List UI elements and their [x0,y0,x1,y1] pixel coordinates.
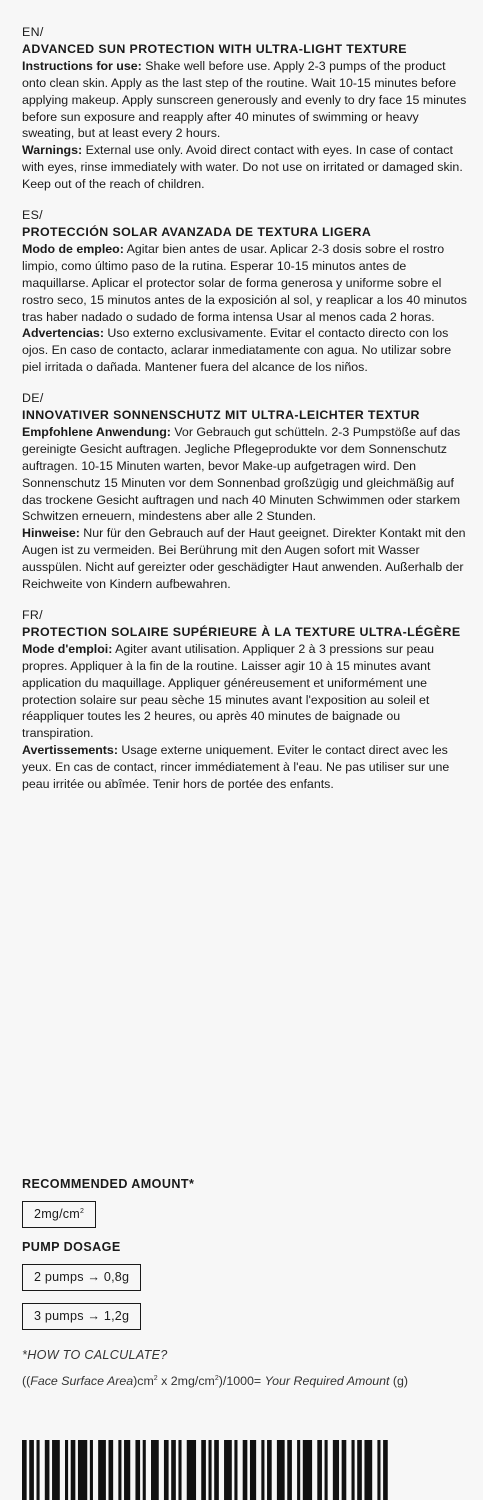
instructions-text: Shake well before use. Apply 2-3 pumps of the product onto clean skin. Apply as the last step of the routine. Wait 10-15 minutes before applying makeup. Apply sunscreen generously and evenly to dry face 15 minutes before sun exposure and reapply after 40 minutes of swimming or heavy sweating, but at least every 2 hours. [22,58,467,141]
instructions-label: Instructions for use: [22,58,142,73]
formula-mid3: )/1000= [218,1374,265,1388]
warnings-label: Warnings: [22,143,83,158]
pump-dosage-box-2: 2 pumps → 0,8g [22,1264,141,1291]
formula-unit: (g) [389,1374,409,1388]
how-to-calculate-title: *HOW TO CALCULATE? [22,1348,168,1362]
warnings-paragraph [22,142,467,193]
warnings-text: External use only. Avoid direct contact with eyes. In case of contact with eyes, rinse immediately with water. Do not use on irritated or damaged skin. Keep out of the reach of children. [22,143,463,192]
barcode-bar [37,1440,40,1500]
barcode-bar [224,1440,232,1500]
barcode-bar [45,1440,50,1500]
barcode-bar [333,1440,339,1500]
instructions-text: Vor Gebrauch gut schütteln. 2-3 Pumpstöße auf das gereinigte Gesicht auftragen. Jegliche Pflegeprodukte vor dem Sonnenschutz auftragen. 10-15 Minuten warten, bevor Make-up aufgetragen wird. Den Sonnenschutz 15 Minuten vor dem Sonnenbad großzügig und gleichmäßig auf das trockene Gesicht auftragen und nach 40 Minuten Schwimmen oder starkem Schwitzen erneuern, mindestens aber alle 2 Stunden. [22,424,461,524]
barcode-bar [164,1440,169,1500]
barcode-bar [267,1440,272,1500]
section-en [22,24,467,193]
language-code: FR/ [22,608,43,622]
section-headline: INNOVATIVER SONNENSCHUTZ MIT ULTRA-LEICHTER TEXTUR [22,408,420,423]
pump-dosage-row-2 [22,1264,467,1291]
barcode-bar [178,1440,181,1500]
formula-mid1: )cm [133,1374,154,1388]
barcode-bar [357,1440,362,1500]
warnings-text: Usage externe uniquement. Eviter le contact direct avec les yeux. En cas de contact, rincer immédiatement à l'eau. Ne pas utiliser sur une peau irritée ou abîmée. Tenir hors de portée des enfants. [22,743,450,792]
instructions-label: Mode d'emploi: [22,641,113,656]
pump-dosage-title: PUMP DOSAGE [22,1240,121,1254]
barcode-bar [287,1440,292,1500]
instructions-paragraph [22,241,467,326]
barcode-bar [187,1440,196,1500]
recommended-amount-sup: 2 [80,1207,85,1215]
barcode-bar [118,1440,121,1500]
barcode-bar [65,1440,68,1500]
barcode-bar [29,1440,34,1500]
formula-sup1: 2 [153,1374,158,1382]
barcode-bar [52,1440,60,1500]
barcode-bar [90,1440,93,1500]
instructions-document [22,24,467,807]
barcode-bar [364,1440,372,1500]
warnings-paragraph [22,525,467,593]
barcode-bar [98,1440,106,1500]
formula-open: (( [22,1374,31,1388]
barcode-bar [383,1440,388,1500]
barcode-bar [124,1440,130,1500]
barcode-bar [109,1440,114,1500]
warnings-text: Nur für den Gebrauch auf der Haut geeignet. Direkter Kontakt mit den Augen ist zu vermeiden. Bei Berührung mit den Augen sofort mit Wasser ausspülen. Nicht auf gereizter oder geschädigter Haut anwenden. Außerhalb der Reichweite von Kindern aufbewahren. [22,526,466,592]
section-headline: ADVANCED SUN PROTECTION WITH ULTRA-LIGHT TEXTURE [22,41,407,56]
recommended-amount-row [22,1201,467,1228]
barcode-bar [214,1440,219,1500]
barcode-bar [201,1440,206,1500]
barcode-bar [209,1440,212,1500]
recommended-amount-value: 2mg/cm [34,1207,80,1221]
recommended-amount-title: RECOMMENDED AMOUNT* [22,1177,195,1191]
barcode-bar [377,1440,380,1500]
barcode-bar [342,1440,347,1500]
language-code: EN/ [22,25,44,39]
section-fr [22,607,467,793]
formula-mid2: x 2mg/cm [157,1374,215,1388]
warnings-paragraph [22,325,467,376]
barcode-bar [325,1440,328,1500]
section-headline: PROTECCIÓN SOLAR AVANZADA DE TEXTURA LIGERA [22,224,372,239]
instructions-label: Modo de empleo: [22,241,124,256]
language-code: ES/ [22,208,43,223]
instructions-paragraph [22,641,467,742]
barcode [22,1440,466,1500]
barcode-bar [297,1440,300,1500]
section-headline: PROTECTION SOLAIRE SUPÉRIEURE À LA TEXTURE ULTRA-LÉGÈRE [22,624,461,639]
warnings-label: Avertissements: [22,743,118,758]
instructions-label: Empfohlene Anwendung: [22,424,171,439]
barcode-bar [78,1440,87,1500]
instructions-text: Agitar bien antes de usar. Aplicar 2-3 dosis sobre el rostro limpio, como último paso de la rutina. Esperar 10-15 minutos antes de maquillarse. Aplicar el protector solar de forma generosa y uniforme sobre el rostro seco, 15 minutos antes de la exposición al sol, y reaplicar a los 40 minutos tras haber nadado o sudado de forma intensa Usar al menos cada 2 horas. [22,241,467,324]
warnings-text: Uso externo exclusivamente. Evitar el contacto directo con los ojos. En caso de contacto, aclarar inmediatamente con agua. No utilizar sobre piel irritada o dañada. Mantener fuera del alcance de los niños. [22,326,452,375]
section-de [22,390,467,593]
formula-sup2: 2 [214,1374,219,1382]
barcode-bar [143,1440,146,1500]
barcode-bar [317,1440,322,1500]
formula-result: Your Required Amount [264,1374,390,1388]
barcode-bar [303,1440,312,1500]
dosage-panel [22,1177,467,1388]
pump-dosage-box-3: 3 pumps → 1,2g [22,1303,141,1330]
instructions-paragraph [22,58,467,143]
instructions-text: Agiter avant utilisation. Appliquer 2 à 3 pressions sur peau propres. Appliquer à la fin de la routine. Laisser agir 10 à 15 minutes avant application du maquillage. Appliquer généreusement et uniformément une protection solaire sur peau sèche 15 minutes avant l'exposition au soleil et réappliquer toutes les 2 heures, ou après 40 minutes de baignade ou transpiration. [22,641,435,741]
barcode-bar [22,1440,27,1500]
formula-area: Face Surface Area [30,1374,134,1388]
barcode-bar [135,1440,140,1500]
pump-dosage-row-3 [22,1303,467,1330]
recommended-amount-box [22,1201,96,1228]
barcode-bar [277,1440,285,1500]
barcode-bar [71,1440,76,1500]
section-es [22,207,467,376]
warnings-label: Advertencias: [22,326,104,341]
instructions-paragraph [22,424,467,525]
barcode-bar [352,1440,355,1500]
language-code: DE/ [22,391,44,406]
barcode-bar [171,1440,176,1500]
barcode-bar [243,1440,248,1500]
warnings-label: Hinweise: [22,526,80,541]
barcode-bar [261,1440,264,1500]
barcode-bar [151,1440,159,1500]
warnings-paragraph [22,742,467,793]
barcode-bar [250,1440,256,1500]
calculation-formula [22,1374,467,1388]
barcode-bar [234,1440,237,1500]
